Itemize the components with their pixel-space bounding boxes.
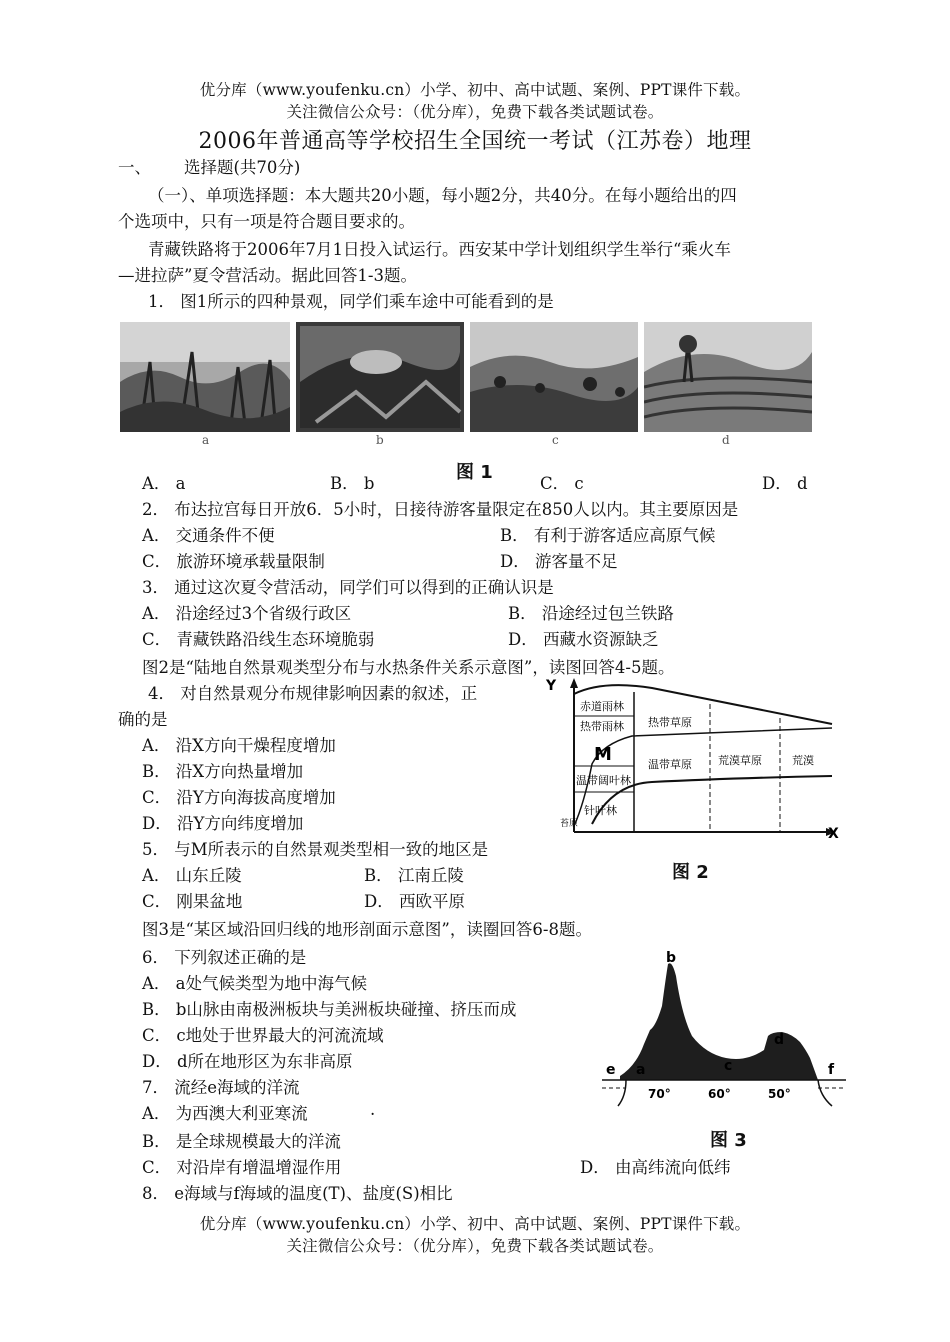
fig2-zone-m: M (594, 744, 612, 765)
photo-label-a: a (202, 433, 210, 447)
q2-option-b: B． 有利于游客适应高原气候 (500, 526, 716, 545)
q1-option-b: B． b (330, 474, 375, 493)
fig3-label-b: b (666, 950, 677, 966)
page-title: 2006年普通高等学校招生全国统一考试（江苏卷）地理 (198, 129, 752, 154)
fig2-zone-4: 温带阔叶林 (576, 774, 631, 787)
q3-option-d: D． 西藏水资源缺乏 (508, 630, 659, 649)
q8-stem: 8． e海域与f海域的温度(T)、盐度(S)相比 (142, 1184, 453, 1203)
q6-option-a: A． a处气候类型为地中海气候 (142, 974, 367, 993)
figure-3 (596, 946, 852, 1126)
fig2-axis-x: X (828, 826, 839, 842)
q7-stem: 7． 流经e海域的洋流 (142, 1078, 300, 1097)
q2-option-d: D． 游客量不足 (500, 552, 618, 571)
fig3-label-d: d (774, 1032, 785, 1048)
q5-option-c: C． 刚果盆地 (142, 892, 243, 911)
q5-stem: 5． 与M所表示的自然景观类型相一致的地区是 (142, 840, 489, 859)
photo-label-b: b (376, 433, 384, 447)
q2-stem: 2． 布达拉宫每日开放6．5小时，日接待游客量限定在850人以内。其主要原因是 (142, 500, 739, 519)
q4-option-c: C． 沿Y方向海拔高度增加 (142, 788, 336, 807)
footer-line-2: 关注微信公众号：（优分库），免费下载各类试题试卷。 (286, 1237, 664, 1255)
fig2-zone-5: 针叶林 (584, 804, 617, 817)
fig3-label-e: e (606, 1062, 616, 1078)
q5-option-d: D． 西欧平原 (364, 892, 465, 911)
q7-option-b: B． 是全球规模最大的洋流 (142, 1132, 341, 1151)
q7-option-c: C． 对沿岸有增温增湿作用 (142, 1158, 342, 1177)
fig2-zone-10: 荒漠 (792, 754, 814, 767)
q6-option-d: D． d所在地形区为东非高原 (142, 1052, 353, 1071)
q4-option-b: B． 沿X方向热量增加 (142, 762, 304, 781)
fig2-zone-2: 热带雨林 (580, 720, 624, 733)
fig3-label: 图 3 (710, 1130, 747, 1151)
section-heading: 选择题(共70分) (184, 158, 301, 177)
photo-b (296, 322, 464, 432)
q3-stem: 3． 通过这次夏令营活动，同学们可以得到的正确认识是 (142, 578, 554, 597)
fig2-zone-8: 温带草原 (648, 758, 692, 771)
q4-option-d: D． 沿Y方向纬度增加 (142, 814, 304, 833)
section-number: 一、 (118, 158, 151, 177)
fig3-lon-50: 50° (768, 1087, 791, 1101)
fig3-label-f: f (828, 1062, 835, 1078)
q6-option-c: C． c地处于世界最大的河流流域 (142, 1026, 384, 1045)
q2-option-a: A． 交通条件不便 (142, 526, 275, 545)
header-line-2: 关注微信公众号：（优分库），免费下载各类试题试卷。 (286, 103, 664, 121)
fig2-zone-9: 荒漠草原 (718, 754, 762, 767)
q5-option-a: A． 山东丘陵 (142, 866, 242, 885)
fig2-axis-y: Y (546, 678, 557, 694)
fig2-intro: 图2是“陆地自然景观类型分布与水热条件关系示意图”，读图回答4-5题。 (142, 658, 675, 677)
q3-option-b: B． 沿途经过包兰铁路 (508, 604, 674, 623)
intro-line-2: 个选项中，只有一项是符合题目要求的。 (118, 212, 415, 231)
stray-dot: . (370, 1100, 376, 1119)
q4-option-a: A． 沿X方向干燥程度增加 (142, 736, 336, 755)
q3-option-a: A． 沿途经过3个省级行政区 (142, 604, 352, 623)
photo-label-c: c (552, 433, 559, 447)
fig3-label-c: c (724, 1058, 733, 1074)
fig3-lon-60: 60° (708, 1087, 731, 1101)
q1-option-c: C． c (540, 474, 584, 493)
figure-2 (532, 674, 848, 884)
footer-line-1: 优分库（www.youfenku.cn）小学、初中、高中试题、案例、PPT课件下载。 (199, 1215, 751, 1233)
passage-line-2: —进拉萨”夏令营活动。据此回答1-3题。 (118, 266, 418, 285)
q1-option-d: D． d (762, 474, 808, 493)
q3-option-c: C． 青藏铁路沿线生态环境脆弱 (142, 630, 375, 649)
q7-option-a: A． 为西澳大利亚寒流 (142, 1104, 308, 1123)
fig2-zone-1: 赤道雨林 (580, 700, 624, 713)
fig2-label: 图 2 (672, 862, 709, 883)
photo-d (644, 322, 812, 432)
photo-label-d: d (722, 433, 730, 447)
q4-stem-1: 4． 对自然景观分布规律影响因素的叙述，正 (148, 684, 478, 703)
q1-option-a: A． a (142, 474, 186, 493)
fig3-lon-70: 70° (648, 1087, 671, 1101)
q4-stem-2: 确的是 (118, 710, 168, 729)
photo-a (120, 322, 290, 432)
q5-option-b: B． 江南丘陵 (364, 866, 464, 885)
header-line-1: 优分库（www.youfenku.cn）小学、初中、高中试题、案例、PPT课件下载。 (199, 81, 751, 99)
q6-stem: 6． 下列叙述正确的是 (142, 948, 307, 967)
fig3-intro: 图3是“某区域沿回归线的地形剖面示意图”，读圈回答6-8题。 (142, 920, 592, 939)
q6-option-b: B． b山脉由南极洲板块与美洲板块碰撞、挤压而成 (142, 1000, 517, 1019)
intro-line-1: （一）、单项选择题：本大题共20小题，每小题2分，共40分。在每小题给出的四 (148, 186, 737, 205)
q1-stem: 1． 图1所示的四种景观，同学们乘车途中可能看到的是 (148, 292, 554, 311)
q2-option-c: C． 旅游环境承载量限制 (142, 552, 325, 571)
fig1-label: 图 1 (456, 462, 493, 483)
fig2-zone-7: 热带草原 (648, 716, 692, 729)
fig3-label-a: a (636, 1062, 646, 1078)
photo-c (470, 322, 638, 432)
passage-line-1: 青藏铁路将于2006年7月1日投入试运行。西安某中学计划组织学生举行“乘火车 (148, 240, 731, 259)
fig2-zone-6: 苔原 (560, 819, 579, 829)
q7-option-d: D． 由高纬流向低纬 (580, 1158, 731, 1177)
